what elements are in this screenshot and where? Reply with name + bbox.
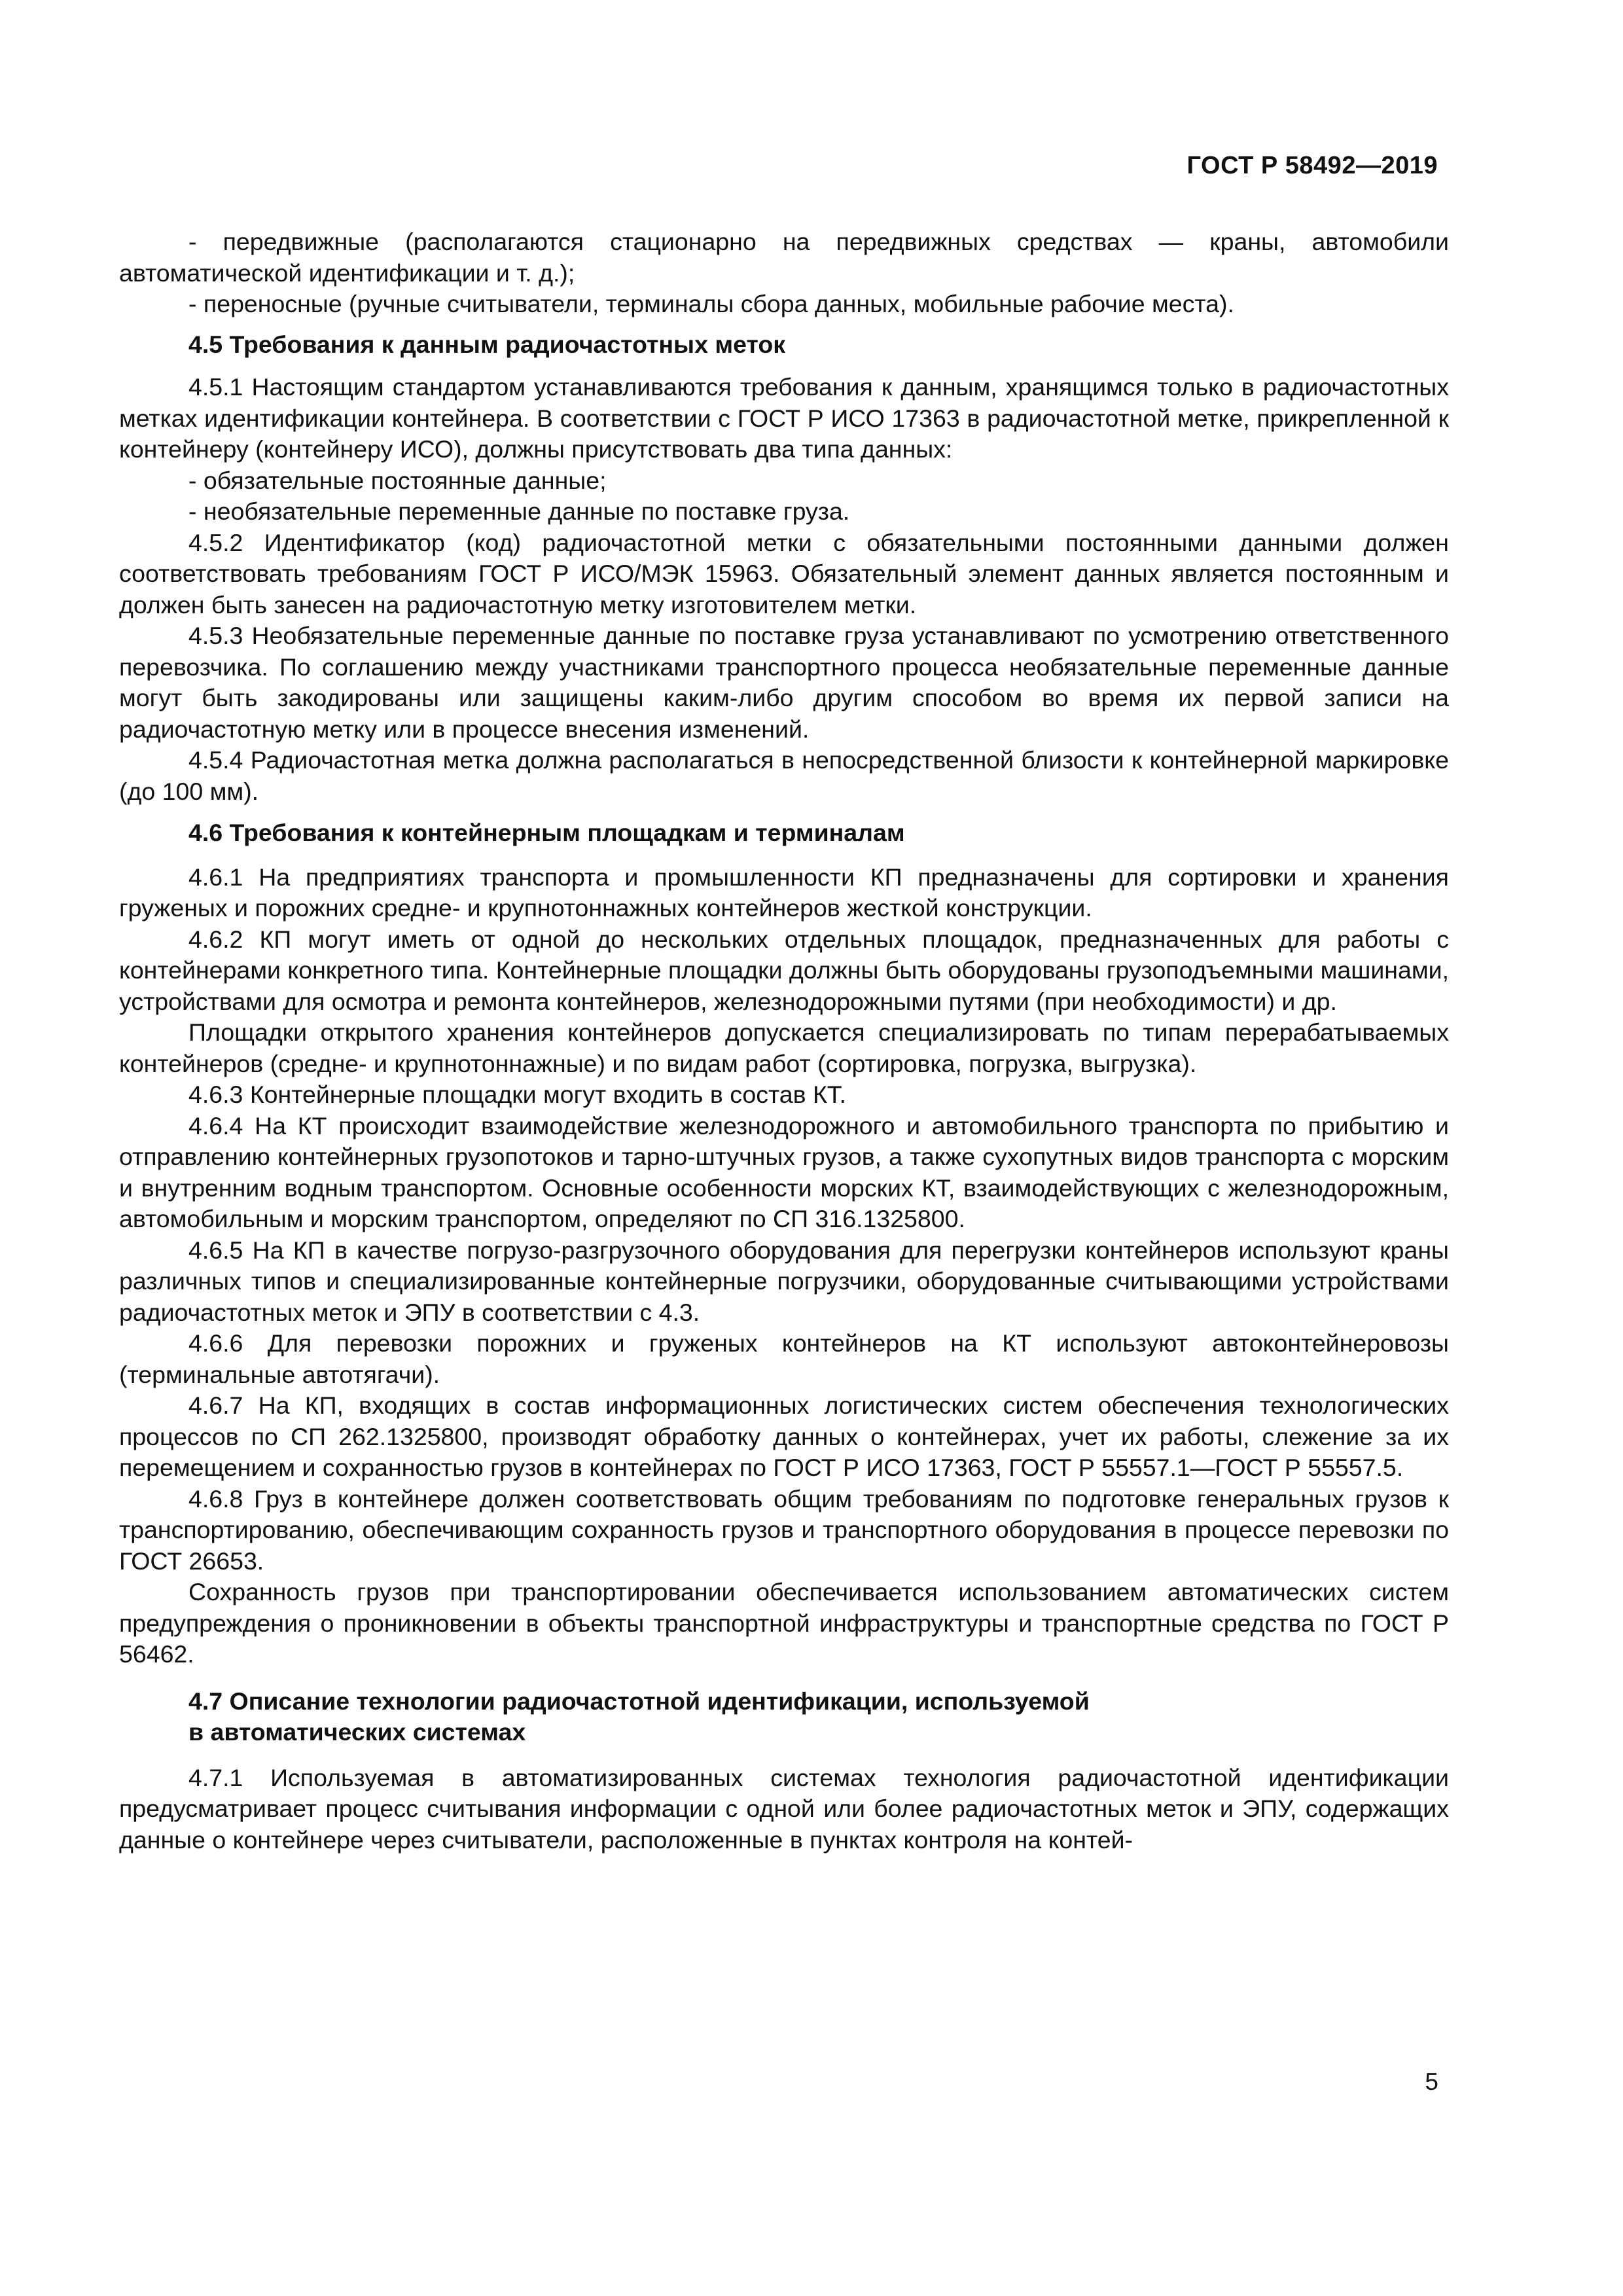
section-heading-4-7-line-2: в автоматических системах (188, 1718, 526, 1746)
paragraph-4-7-1: 4.7.1 Используемая в автоматизированных системах технология радиочастотной идентификации предусматривает процесс считывания информации с одной или более радиочастотных меток и ЭПУ, содержащих данные о контейнере через считыватели, расположенные в пунктах контроля на контей- (119, 1763, 1449, 1854)
paragraph-4-5-1: 4.5.1 Настоящим стандартом устанавливаются требования к данным, хранящимся только в радиочастотных метках идентификации контейнера. В соответствии с ГОСТ Р ИСО 17363 в радиочастотной метке, прикрепленной к контейнеру (контейнеру ИСО), должны присутствовать два типа данных: (119, 373, 1449, 463)
paragraph-open-storage: Площадки открытого хранения контейнеров допускается специализировать по типам перерабатываемых контейнеров (средне- и крупнотоннажные) и по видам работ (сортировка, погрузка, выгрузка). (119, 1018, 1449, 1077)
paragraph-4-6-2: 4.6.2 КП могут иметь от одной до нескольких отдельных площадок, предназначенных для работы с контейнерами конкретного типа. Контейнерные площадки должны быть оборудованы грузоподъемными машинами, устройствами для осмотра и ремонта контейнеров, железнодорожными путями (при необходимости) и др. (119, 925, 1449, 1015)
list-item-mandatory-data: - обязательные постоянные данные; (188, 466, 607, 494)
document-body (119, 226, 1449, 1856)
paragraph-cargo-safety: Сохранность грузов при транспортировании обеспечивается использованием автоматических систем предупреждения о проникновении в объекты транспортной инфраструктуры и транспортные средства по ГОСТ Р 56462. (119, 1578, 1449, 1668)
section-heading-4-5: 4.5 Требования к данным радиочастотных меток (188, 330, 785, 358)
page-number: 5 (1425, 2068, 1438, 2095)
paragraph-4-6-7: 4.6.7 На КП, входящих в состав информационных логистических систем обеспечения технологических процессов по СП 262.1325800, производят обработку данных о контейнерах, учет их работы, слежение за их перемещением и сохранностью грузов в контейнерах по ГОСТ Р ИСО 17363, ГОСТ Р 55557.1—ГОСТ Р 55557.5. (119, 1391, 1449, 1481)
paragraph-4-6-4: 4.6.4 На КТ происходит взаимодействие железнодорожного и автомобильного транспорта по прибытию и отправлению контейнерных грузопотоков и тарно-штучных грузов, а также сухопутных видов транспорта с морским и внутренним водным транспортом. Основные особенности морских КТ, взаимодействующих с железнодорожным, автомобильным и морским транспортом, определяют по СП 316.1325800. (119, 1111, 1449, 1232)
section-heading-4-7 (119, 1686, 1449, 1748)
list-item-portable-readers: - переносные (ручные считыватели, терминалы сбора данных, мобильные рабочие места). (188, 290, 1234, 317)
paragraph-4-5-3: 4.5.3 Необязательные переменные данные по поставке груза устанавливают по усмотрению ответственного перевозчика. По соглашению между участниками транспортного процесса необязательные переменные данные могут быть закодированы или защищены каким-либо другим способом во время их первой записи на радиочастотную метку или в процессе внесения изменений. (119, 622, 1449, 743)
section-heading-4-6: 4.6 Требования к контейнерным площадкам и терминалам (188, 819, 905, 846)
paragraph-4-6-3: 4.6.3 Контейнерные площадки могут входить в состав КТ. (188, 1081, 846, 1108)
document-standard-id: ГОСТ Р 58492—2019 (1186, 152, 1438, 179)
list-item-optional-data: - необязательные переменные данные по поставке груза. (188, 497, 850, 525)
paragraph-4-6-6: 4.6.6 Для перевозки порожних и груженых контейнеров на КТ используют автоконтейнеровозы (терминальные автотягачи). (119, 1329, 1449, 1388)
paragraph-4-5-4: 4.5.4 Радиочастотная метка должна располагаться в непосредственной близости к контейнерной маркировке (до 100 мм). (119, 746, 1449, 805)
paragraph-4-6-5: 4.6.5 На КП в качестве погрузо-разгрузочного оборудования для перегрузки контейнеров используют краны различных типов и специализированные контейнерные погрузчики, оборудованные считывающими устройствами радиочастотных меток и ЭПУ в соответствии с 4.3. (119, 1236, 1449, 1326)
list-item-mobile-readers: - передвижные (располагаются стационарно на передвижных средствах — краны, автомобили автоматической идентификации и т. д.); (119, 228, 1449, 287)
paragraph-4-6-1: 4.6.1 На предприятиях транспорта и промышленности КП предназначены для сортировки и хранения груженых и порожних средне- и крупнотоннажных контейнеров жесткой конструкции. (119, 863, 1449, 922)
paragraph-4-5-2: 4.5.2 Идентификатор (код) радиочастотной метки с обязательными постоянными данными должен соответствовать требованиям ГОСТ Р ИСО/МЭК 15963. Обязательный элемент данных является постоянным и должен быть занесен на радиочастотную метку изготовителем метки. (119, 528, 1449, 619)
paragraph-4-6-8: 4.6.8 Груз в контейнере должен соответствовать общим требованиям по подготовке генеральных грузов к транспортированию, обеспечивающим сохранность грузов и транспортного оборудования в процессе перевозки по ГОСТ 26653. (119, 1484, 1449, 1575)
section-heading-4-7-line-1: 4.7 Описание технологии радиочастотной идентификации, используемой (188, 1687, 1090, 1715)
